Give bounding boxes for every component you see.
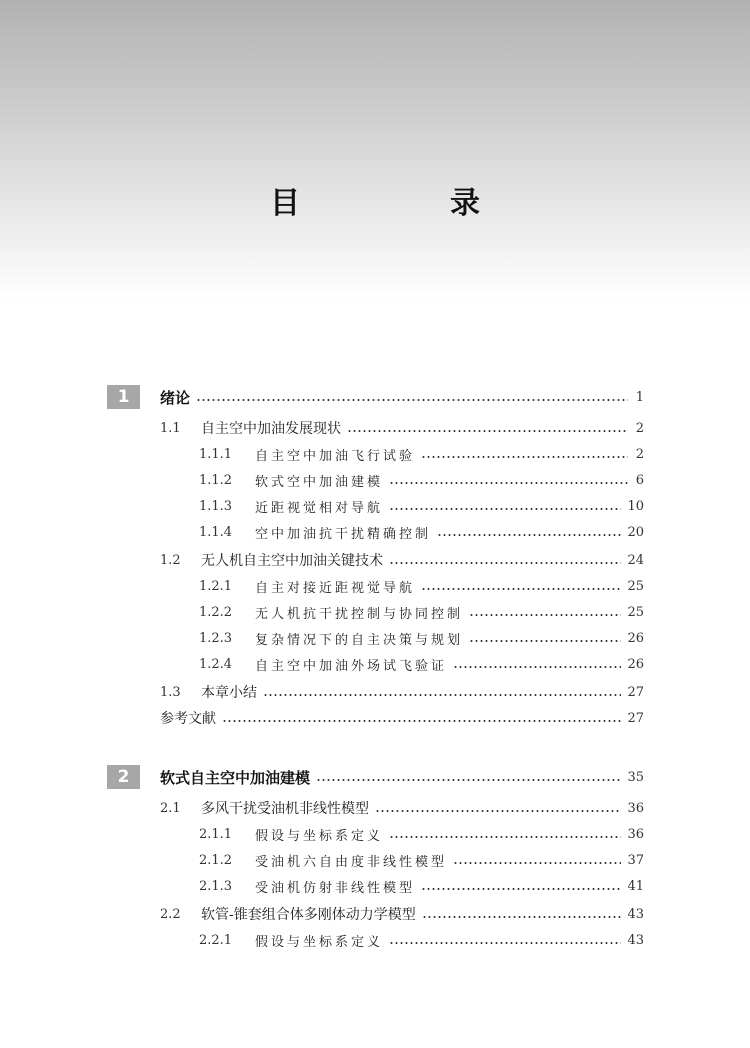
toc-entry[interactable] xyxy=(199,652,644,676)
chapter-number-badge: 2 xyxy=(107,765,140,789)
toc-entry-number: 2.1 xyxy=(160,800,181,816)
toc-page-number: 6 xyxy=(635,472,644,488)
dot-leader xyxy=(421,888,621,890)
toc-entry-number: 2.1.2 xyxy=(199,852,233,868)
toc-page-number: 26 xyxy=(627,630,644,646)
toc-entry[interactable] xyxy=(199,874,644,898)
toc-entry[interactable] xyxy=(160,765,644,789)
toc-entry-number: 1.2.2 xyxy=(199,604,233,620)
dot-leader xyxy=(469,640,621,642)
toc-entry-number: 1.1.2 xyxy=(199,472,233,488)
toc-entry-title: 假设与坐标系定义 xyxy=(255,828,384,844)
toc-entry-number: 1.3 xyxy=(160,684,181,700)
toc-entry[interactable] xyxy=(160,796,644,820)
dot-leader xyxy=(437,534,621,536)
toc-entry[interactable] xyxy=(160,548,644,572)
toc-page-number: 43 xyxy=(627,906,644,922)
toc-entry[interactable] xyxy=(160,680,644,704)
toc-page-number: 1 xyxy=(635,389,644,405)
toc-page-number: 26 xyxy=(627,656,644,672)
dot-leader xyxy=(389,482,628,484)
toc-entry-title: 本章小结 xyxy=(201,685,257,701)
toc-page-number: 43 xyxy=(627,932,644,948)
toc-entry-number: 1.2.3 xyxy=(199,630,233,646)
toc-entry-title: 空中加油抗干扰精确控制 xyxy=(255,526,432,542)
toc-entry[interactable] xyxy=(199,468,644,492)
dot-leader xyxy=(453,862,621,864)
toc-entry-number: 2.1.1 xyxy=(199,826,233,842)
toc-entry[interactable] xyxy=(199,574,644,598)
dot-leader xyxy=(389,836,621,838)
toc-page-number: 20 xyxy=(627,524,644,540)
toc-entry-number: 2.2.1 xyxy=(199,932,233,948)
toc-entry-number: 1.1 xyxy=(160,420,181,436)
toc-entry-number: 2.2 xyxy=(160,906,181,922)
dot-leader xyxy=(389,562,621,564)
toc-page-number: 2 xyxy=(635,420,644,436)
toc-page-number: 36 xyxy=(627,800,644,816)
toc-page-number: 25 xyxy=(627,604,644,620)
toc-entry-title: 自主空中加油发展现状 xyxy=(201,421,341,437)
dot-leader xyxy=(196,399,628,401)
toc-entry-number: 2.1.3 xyxy=(199,878,233,894)
dot-leader xyxy=(263,694,621,696)
toc-entry-title: 无人机自主空中加油关键技术 xyxy=(201,553,383,569)
toc-entry-title: 复杂情况下的自主决策与规划 xyxy=(255,632,464,648)
toc-page-number: 27 xyxy=(627,684,644,700)
toc-entry[interactable] xyxy=(199,822,644,846)
toc-page-number: 10 xyxy=(627,498,644,514)
toc-entry-number: 1.2.4 xyxy=(199,656,233,672)
toc-page-number: 35 xyxy=(627,769,644,785)
toc-entry[interactable] xyxy=(199,520,644,544)
toc-entry-title: 多风干扰受油机非线性模型 xyxy=(201,801,369,817)
toc-page-number: 24 xyxy=(627,552,644,568)
chapter-number-badge: 1 xyxy=(107,385,140,409)
toc-entry-title: 参考文献 xyxy=(160,711,216,727)
toc-entry[interactable] xyxy=(199,928,644,952)
page-title: 目 录 xyxy=(270,186,540,221)
toc-page-number: 25 xyxy=(627,578,644,594)
toc-entry-number: 1.2.1 xyxy=(199,578,233,594)
toc-entry[interactable] xyxy=(199,626,644,650)
dot-leader xyxy=(389,942,621,944)
toc-entry[interactable] xyxy=(199,600,644,624)
toc-page-number: 27 xyxy=(627,710,644,726)
toc-page-number: 2 xyxy=(635,446,644,462)
toc-entry-title: 近距视觉相对导航 xyxy=(255,500,384,516)
toc-entry-title: 软式自主空中加油建模 xyxy=(160,768,311,787)
toc-page-number: 36 xyxy=(627,826,644,842)
dot-leader xyxy=(469,614,621,616)
toc-entry-title: 受油机仿射非线性模型 xyxy=(255,880,416,896)
dot-leader xyxy=(316,779,621,781)
toc-entry[interactable] xyxy=(160,706,644,730)
toc-entry-title: 软管-锥套组合体多刚体动力学模型 xyxy=(201,907,416,923)
dot-leader xyxy=(389,508,621,510)
dot-leader xyxy=(421,456,628,458)
dot-leader xyxy=(375,810,621,812)
toc-page-number: 37 xyxy=(627,852,644,868)
toc-entry-number: 1.1.3 xyxy=(199,498,233,514)
toc-entry-title: 受油机六自由度非线性模型 xyxy=(255,854,448,870)
toc-entry-number: 1.1.1 xyxy=(199,446,233,462)
toc-entry[interactable] xyxy=(199,442,644,466)
dot-leader xyxy=(222,720,621,722)
toc-entry[interactable] xyxy=(160,385,644,409)
dot-leader xyxy=(453,666,621,668)
toc-entry[interactable] xyxy=(199,494,644,518)
toc-entry-title: 自主空中加油飞行试验 xyxy=(255,448,416,464)
toc-entry-title: 软式空中加油建模 xyxy=(255,474,384,490)
dot-leader xyxy=(347,430,628,432)
toc-entry[interactable] xyxy=(199,848,644,872)
toc-entry-number: 1.1.4 xyxy=(199,524,233,540)
dot-leader xyxy=(422,916,622,918)
toc-entry-title: 自主空中加油外场试飞验证 xyxy=(255,658,448,674)
toc-entry-title: 绪论 xyxy=(160,388,191,407)
toc-entry-title: 自主对接近距视觉导航 xyxy=(255,580,416,596)
toc-entry-number: 1.2 xyxy=(160,552,181,568)
toc-entry[interactable] xyxy=(160,416,644,440)
toc-entry[interactable] xyxy=(160,902,644,926)
toc-entry-title: 无人机抗干扰控制与协同控制 xyxy=(255,606,464,622)
dot-leader xyxy=(421,588,621,590)
toc-entry-title: 假设与坐标系定义 xyxy=(255,934,384,950)
toc-page-number: 41 xyxy=(627,878,644,894)
